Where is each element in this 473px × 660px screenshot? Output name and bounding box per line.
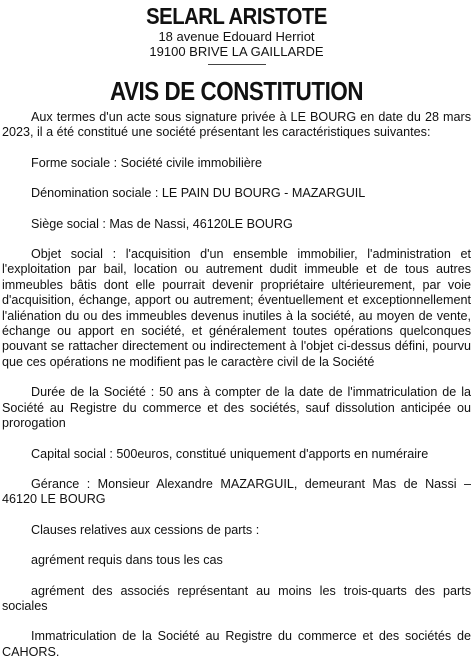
notice-body xyxy=(2,110,471,660)
header-separator xyxy=(208,64,266,65)
forme-sociale: Forme sociale : Société civile immobilière xyxy=(31,155,262,170)
clause-2: agrément des associés représentant au moins les trois-quarts des parts sociales xyxy=(2,583,471,613)
clauses-title: Clauses relatives aux cessions de parts : xyxy=(31,522,260,537)
gerance: Gérance : Monsieur Alexandre MAZARGUIL, demeurant Mas de Nassi – 46120 LE BOURG xyxy=(2,476,471,507)
objet-social: Objet social : l'acquisition d'un ensemble immobilier, l'administration et l'exploitation par bail, location ou autrement dudit immeuble et de tous autres immeubles bâtis dont elle pourrait devenir propriétaire ultérieurement, par voie d'acquisition, échange, apport ou autrement; éventuellement et exceptionnellement l'aliénation du ou des immeubles devenus inutiles à la société, au moyen de vente, échange ou apport en société, et généralement toutes opérations quelconques pouvant se rattacher directement ou indirectement à l'objet ci-dessus défini, pourvu que ces opérations ne modifient pas le caractère civil de la Société xyxy=(2,247,471,369)
duree-societe: Durée de la Société : 50 ans à compter de la date de l'immatriculation de la Société au Registre du commerce et des sociétés, sauf dissolution anticipée ou prorogation xyxy=(2,385,471,431)
clause-1: agrément requis dans tous les cas xyxy=(31,553,223,568)
intro-paragraph: Aux termes d'un acte sous signature privée à LE BOURG en date du 28 mars 2023, il a été constitué une société présentant les caractéristiques suivantes: xyxy=(2,110,471,140)
legal-notice-page xyxy=(0,3,473,659)
siege-social: Siège social : Mas de Nassi, 46120LE BOURG xyxy=(31,216,293,231)
denomination-sociale: Dénomination sociale : LE PAIN DU BOURG - MAZARGUIL xyxy=(31,186,366,201)
immatriculation: Immatriculation de la Société au Registre du commerce et des sociétés de CAHORS. xyxy=(2,629,471,659)
firm-address-line1: 18 avenue Edouard Herriot xyxy=(158,29,315,44)
firm-name: SELARL ARISTOTE xyxy=(146,3,327,29)
firm-address-line2: 19100 BRIVE LA GAILLARDE xyxy=(149,44,324,59)
notice-title: AVIS DE CONSTITUTION xyxy=(109,76,364,106)
capital-social: Capital social : 500euros, constitué uniquement d'apports en numéraire xyxy=(31,446,429,461)
